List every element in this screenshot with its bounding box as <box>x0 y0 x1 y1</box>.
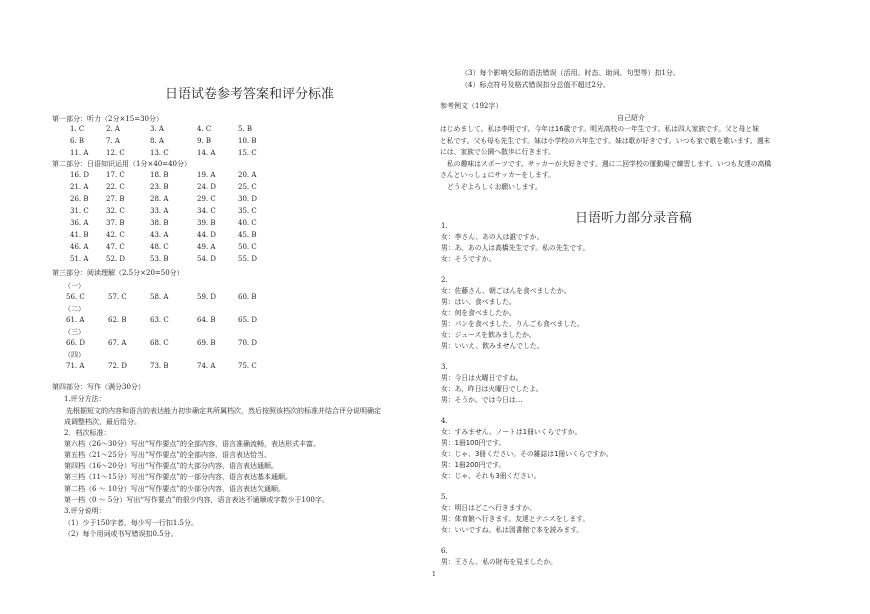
dialog-line: 男：パンを食べました。りんごも食べました。 <box>441 320 584 328</box>
answer-item: 62. B <box>108 316 127 324</box>
answer-item: 40. C <box>238 219 257 227</box>
answer-item: 37. B <box>106 219 125 227</box>
reading-group-label: （一） <box>64 282 85 290</box>
answer-item: 32. C <box>106 207 125 215</box>
transcript-title: 日语听力部分录音稿 <box>575 211 693 226</box>
reading-group-label: （四） <box>64 351 85 359</box>
answer-item: 38. B <box>150 219 169 227</box>
essay-title: 自己紹介 <box>617 114 645 122</box>
part2-heading: 第二部分：日语知识运用（1分×40=40分） <box>52 160 191 168</box>
answer-item: 73. B <box>150 362 169 370</box>
answer-item: 12. C <box>106 149 125 157</box>
answer-item: 23. B <box>150 183 169 191</box>
dialog-line: 男：はい、食べました。 <box>441 298 516 306</box>
answer-item: 46. A <box>70 243 89 251</box>
answer-item: 66. D <box>66 339 85 347</box>
answer-item: 15. C <box>238 149 257 157</box>
dialog-number: 6. <box>441 547 448 555</box>
dialog-line: 男：いいえ、飲みませんでした。 <box>441 342 544 350</box>
answer-item: 2. A <box>106 125 120 133</box>
answer-item: 48. C <box>150 243 169 251</box>
answer-item: 69. B <box>197 339 216 347</box>
answer-item: 44. D <box>197 231 216 239</box>
answer-item: 24. D <box>197 183 216 191</box>
answer-item: 26. B <box>70 195 89 203</box>
answer-item: 14. A <box>197 149 216 157</box>
writing-criteria-line: 第四档（16～20分）写出“写作要点”的大部分内容，语言表达通顺。 <box>64 462 278 470</box>
answer-item: 17. C <box>106 171 125 179</box>
reading-group-label: （二） <box>64 305 85 313</box>
page-number: 1 <box>432 571 436 578</box>
answer-item: 60. B <box>238 293 257 301</box>
writing-criteria-line: 3.评分说明： <box>64 507 106 515</box>
answer-item: 4. C <box>197 125 212 133</box>
answer-item: 41. B <box>70 231 89 239</box>
answer-item: 45. B <box>238 231 257 239</box>
answer-item: 21. A <box>70 183 89 191</box>
writing-criteria-line: 1.评分方法： <box>64 395 106 403</box>
dialog-line: 女：明日はどこへ行きますか。 <box>441 504 536 512</box>
essay-line: どうぞよろしくお願いします。 <box>447 182 542 191</box>
answer-item: 72. D <box>108 362 127 370</box>
answer-item: 54. D <box>197 255 216 263</box>
dialog-line: 女：佐藤さん、朝ごはんを食べましたか。 <box>441 287 571 295</box>
answer-item: 65. D <box>238 316 257 324</box>
answer-item: 9. B <box>197 137 212 145</box>
dialog-line: 女：じゃ、3冊ください。その雑誌は1冊いくらですか。 <box>441 450 613 458</box>
dialog-line: 女：あ、昨日は火曜日でしたよ。 <box>441 385 543 393</box>
writing-criteria-line: 第二档（6 ～ 10分）写出“写作要点”的少部分内容，语言表达欠通顺。 <box>64 485 285 493</box>
dialog-line: 男：今日は火曜日ですね。 <box>441 374 523 382</box>
scoring-note-line: （3）每个影响交际的语法错误（活用、时态、助词、句型等）扣1分。 <box>461 69 680 77</box>
part3-heading: 第三部分：阅读理解（2.5分×20=50分） <box>52 269 184 277</box>
writing-criteria-line: 第一档（0 ～ 5分）写出“写作要点”的很少内容，语言表达不通顺或字数少于100字。 <box>64 496 329 504</box>
answer-item: 20. A <box>238 171 257 179</box>
answer-item: 7. A <box>106 137 120 145</box>
answer-item: 8. A <box>150 137 164 145</box>
answer-item: 29. C <box>197 195 216 203</box>
answer-item: 56. C <box>66 293 85 301</box>
dialog-line: 女：そうですか。 <box>441 255 496 263</box>
essay-line: はじめまして。私は李明です。今年は16歳です。明光高校の一年生です。私は四人家族です。父と母と妹 <box>440 125 759 133</box>
answer-item: 58. A <box>150 293 169 301</box>
writing-criteria-line: （2）每个用词或书写错误扣0.5分。 <box>64 530 178 538</box>
answer-item: 52. D <box>106 255 125 263</box>
answer-item: 19. A <box>197 171 216 179</box>
dialog-line: 男：1冊100円です。 <box>441 439 506 447</box>
answer-key-title: 日语试卷参考答案和评分标准 <box>165 87 335 102</box>
answer-item: 51. A <box>70 255 89 263</box>
answer-item: 50. C <box>238 243 257 251</box>
reading-group-label: （三） <box>64 328 85 336</box>
writing-criteria-line: 2．档次标准： <box>64 429 111 437</box>
answer-item: 6. B <box>70 137 85 145</box>
answer-item: 42. C <box>106 231 125 239</box>
dialog-number: 3. <box>441 363 448 371</box>
dialog-line: 女：じゃ、それも3冊ください。 <box>441 472 541 480</box>
essay-line: さんといっしょにサッカーをします。 <box>440 171 555 179</box>
answer-item: 22. C <box>106 183 125 191</box>
dialog-line: 女：何を食べましたか。 <box>441 309 516 317</box>
answer-item: 68. C <box>150 339 169 347</box>
answer-item: 70. D <box>238 339 257 347</box>
answer-item: 49. A <box>197 243 216 251</box>
answer-item: 10. B <box>238 137 257 145</box>
writing-criteria-line: 先根据短文的内容和语言的表达能力初步确定其所属档次，然后按照该档次的标准并结合评分说明确定 <box>66 407 381 415</box>
answer-item: 63. C <box>150 316 169 324</box>
dialog-number: 5. <box>441 493 448 501</box>
answer-item: 25. C <box>238 183 257 191</box>
dialog-number: 1. <box>441 222 448 230</box>
essay-line: と私です。父も母も先生です。妹は小学校の六年生です。妹は歌が好きです。いつも家で歌を歌います。週末 <box>440 136 771 145</box>
scoring-note-line: （4）标点符号及格式错误扣分总值不超过2分。 <box>461 81 610 89</box>
answer-item: 47. C <box>106 243 125 251</box>
writing-criteria-line: 第六档（26～30分）写出“写作要点”的全部内容，语言准确流畅，表达形式丰富。 <box>64 440 320 448</box>
answer-item: 34. C <box>197 207 216 215</box>
answer-item: 35. C <box>238 207 257 215</box>
dialog-line: 男：1冊200円です。 <box>441 461 506 469</box>
answer-item: 61. A <box>66 316 85 324</box>
writing-criteria-line: （1）少于150字者，每少写一行扣1.5分。 <box>64 519 198 527</box>
answer-item: 39. B <box>197 219 216 227</box>
answer-item: 53. B <box>150 255 169 263</box>
answer-item: 36. A <box>70 219 89 227</box>
dialog-line: 女：すみません。ノートは1冊いくらですか。 <box>441 428 582 436</box>
dialog-line: 男：そうか。では今日は… <box>441 396 523 404</box>
dialog-line: 女：李さん、あの人は誰ですか。 <box>441 233 544 241</box>
dialog-line: 男：体育館へ行きます。友達とテニスをします。 <box>441 515 590 523</box>
answer-item: 18. B <box>150 171 169 179</box>
answer-item: 16. D <box>70 171 89 179</box>
answer-item: 74. A <box>197 362 216 370</box>
answer-item: 59. D <box>197 293 216 301</box>
answer-item: 5. B <box>238 125 253 133</box>
essay-label: 参考例文（192字） <box>440 102 503 110</box>
answer-item: 43. A <box>150 231 169 239</box>
answer-item: 3. A <box>150 125 164 133</box>
answer-item: 27. B <box>106 195 125 203</box>
answer-item: 33. A <box>150 207 169 215</box>
answer-item: 57. C <box>108 293 127 301</box>
dialog-line: 男：あ、あの人は高橋先生です。私の先生です。 <box>441 244 590 252</box>
answer-item: 13. C <box>150 149 169 157</box>
dialog-line: 男：王さん、私の財布を見ましたか。 <box>441 558 557 566</box>
answer-item: 64. B <box>197 316 216 324</box>
essay-line: には、家族で公園へ散歩に行きます。 <box>440 148 556 156</box>
writing-criteria-line: 成调整档次，最后给分。 <box>64 418 141 426</box>
answer-item: 71. A <box>66 362 85 370</box>
answer-item: 55. D <box>238 255 257 263</box>
dialog-number: 2. <box>441 276 448 284</box>
part4-heading: 第四部分：写作（满分30分） <box>52 383 145 391</box>
answer-item: 28. A <box>150 195 169 203</box>
answer-key-column <box>0 0 425 614</box>
answer-item: 30. D <box>238 195 257 203</box>
writing-criteria-line: 第三档（11～15分）写出“写作要点”的一部分内容，语言表达基本通顺。 <box>64 473 292 481</box>
answer-item: 67. A <box>108 339 127 347</box>
part1-heading: 第一部分：听力（2分×15=30分） <box>52 115 163 123</box>
dialog-line: 女：ジュースを飲みましたか。 <box>441 331 536 339</box>
essay-line: 私の趣味はスポーツです。サッカーが大好きです。週に二回学校の運動場で練習します。いつも友達の高橋 <box>447 159 772 168</box>
dialog-number: 4. <box>441 417 448 425</box>
transcript-column <box>435 0 870 614</box>
answer-item: 11. A <box>70 149 89 157</box>
writing-criteria-line: 第五档（21～25分）写出“写作要点”的全部内容，语言表达恰当。 <box>64 451 271 459</box>
dialog-line: 女：いいですね。私は図書館で本を読みます。 <box>441 526 584 534</box>
answer-item: 75. C <box>238 362 257 370</box>
answer-item: 31. C <box>70 207 89 215</box>
answer-item: 1. C <box>70 125 85 133</box>
